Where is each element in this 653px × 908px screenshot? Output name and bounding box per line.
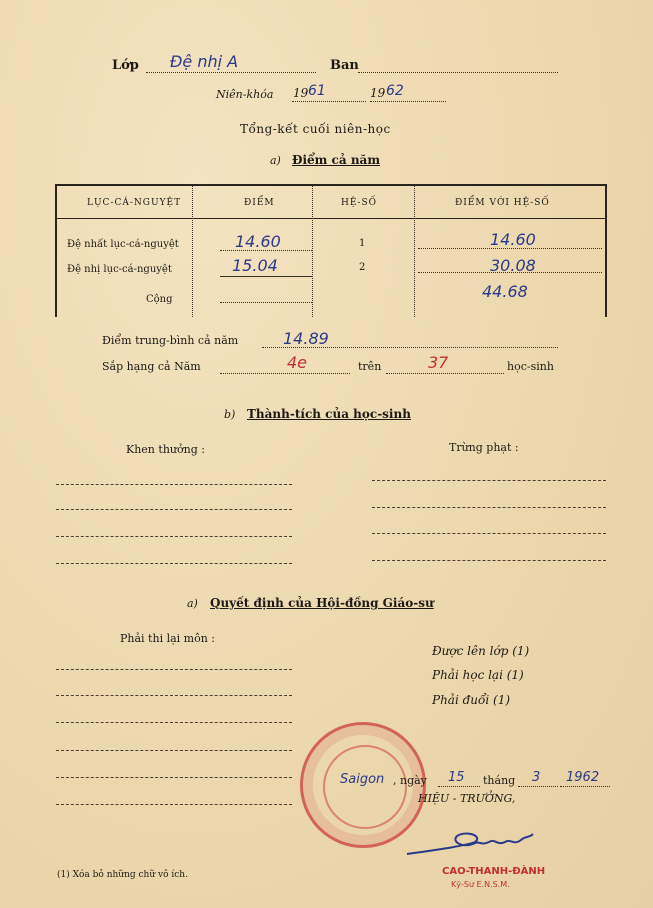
total-line [386,373,504,374]
row-1-diem-line [220,250,312,251]
section-c-marker: a) [187,597,198,610]
thi-lai-line [56,695,292,696]
principal-credential: Kỹ-Sư E.N.S.M. [451,880,510,889]
thi-lai-label: Phải thi lại môn : [120,632,216,645]
total-value: 37 [428,353,449,372]
section-b-title: Thành-tích của học-sinh [247,407,411,421]
row-2-he-so: 2 [359,262,366,273]
ngay-label: , ngày [393,774,427,787]
row-2-result-line [418,272,602,273]
ban-label: Ban [330,58,359,73]
month-line [518,786,558,787]
trung-label: Trừng phạt : [449,441,519,454]
avg-value: 14.89 [283,329,329,348]
tren-label: trên [358,360,382,373]
option-duoc-len-lop: Được lên lớp (1) [432,644,530,658]
sign-day: 15 [448,770,465,785]
thi-lai-line [56,777,292,778]
year-end-line [370,101,446,102]
section-a-title: Điểm cả năm [292,153,381,167]
option-phai-hoc-lai: Phải học lại (1) [432,668,524,682]
cong-value: 44.68 [482,282,528,301]
row-1-label: Đệ nhất lục-cá-nguyệt [67,239,179,250]
handwritten-signature [405,822,535,867]
table-divider [312,186,313,317]
lop-value: Đệ nhị A [170,52,239,71]
lop-line [146,72,316,73]
khen-line [56,484,292,485]
trung-line [372,533,606,534]
section-c-title: Quyết định của Hội-đồng Giáo-sư [210,596,434,610]
sign-month: 3 [532,770,541,785]
col-header-diem-he-so: ĐIỂM VỚI HỆ-SỐ [455,198,550,208]
sign-place: Saigon [340,772,385,787]
thi-lai-line [56,669,292,670]
rank-label: Sắp hạng cả Năm [102,360,201,373]
day-line [438,786,480,787]
year-end-suffix: 62 [386,83,404,99]
sign-role: HIỆU - TRƯỞNG, [418,792,516,805]
rank-value: 4e [287,353,308,372]
row-1-diem: 14.60 [235,232,281,251]
khen-line [56,536,292,537]
trung-line [372,560,606,561]
thi-lai-line [56,750,292,751]
cong-line [220,302,312,303]
thang-label: tháng [483,774,516,787]
row-2-label: Đệ nhị lục-cá-nguyệt [67,264,172,275]
option-phai-duoi: Phải đuổi (1) [432,693,511,707]
year-start-prefix: 19 [293,86,309,100]
footnote: (1) Xóa bỏ những chữ vô ích. [57,870,188,880]
khen-label: Khen thưởng : [126,443,205,456]
khen-line [56,563,292,564]
year-end-prefix: 19 [370,86,386,100]
year-start-line [292,101,366,102]
table-divider [414,186,415,317]
row-2-diem-he-so: 30.08 [490,256,536,275]
trung-line [372,480,606,481]
lop-label: Lớp [112,58,139,73]
rank-line [220,373,350,374]
nien-khoa-label: Niên-khóa [216,88,274,101]
page-title: Tổng-kết cuối niên-học [240,122,391,136]
sign-year: 1962 [566,770,600,785]
row-1-diem-he-so: 14.60 [490,230,536,249]
thi-lai-line [56,722,292,723]
avg-label: Điểm trung-bình cả năm [102,334,239,347]
ban-line [358,72,558,73]
trung-line [372,507,606,508]
table-divider [192,186,193,317]
principal-name: CAO-THANH-ĐÀNH [442,866,546,877]
thi-lai-line [56,804,292,805]
khen-line [56,509,292,510]
cong-label: Cộng [146,294,173,305]
col-header-diem: ĐIỂM [244,198,275,208]
section-a-marker: a) [270,154,281,167]
col-header-luc-ca-nguyet: LỤC-CÁ-NGUYỆT [87,198,182,208]
row-1-result-line [418,248,602,249]
hoc-sinh-label: học-sinh [507,360,554,373]
section-b-marker: b) [224,408,236,421]
year-start-suffix: 61 [308,83,326,99]
col-header-he-so: HỆ-SỐ [341,198,378,208]
row-2-diem: 15.04 [232,256,278,275]
year-line [560,786,610,787]
header-rule [57,218,605,219]
row-2-diem-line [220,276,312,277]
row-1-he-so: 1 [359,238,366,249]
